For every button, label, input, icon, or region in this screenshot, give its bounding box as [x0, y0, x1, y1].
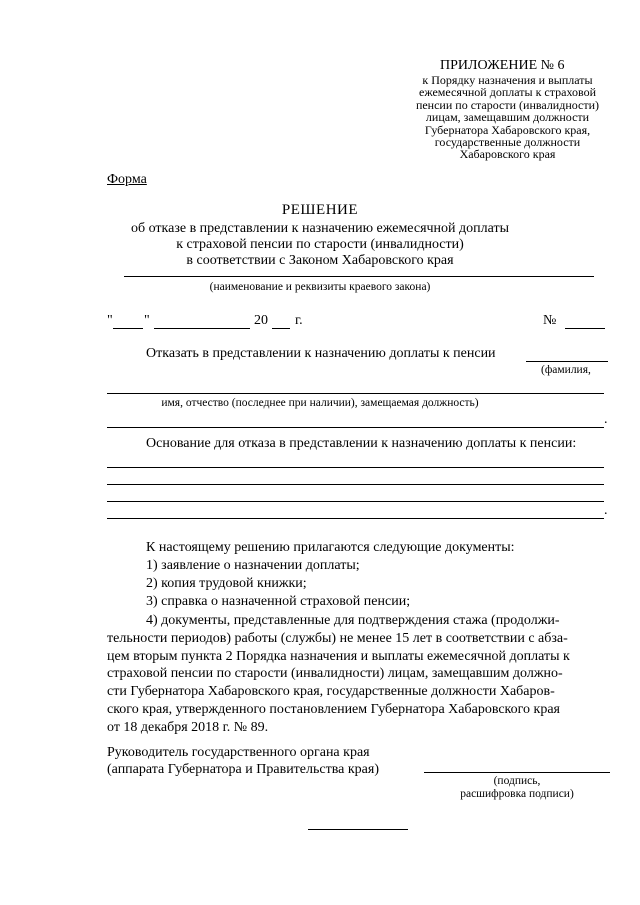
fullname-caption: имя, отчество (последнее при наличии), замещаемая должность) — [161, 397, 479, 409]
attached-item-2: 2) копия трудовой книжки; — [146, 576, 307, 591]
attached-intro: К настоящему решению прилагаются следующие документы: — [146, 540, 515, 555]
number-line[interactable] — [565, 328, 605, 329]
attached-item-1: 1) заявление о назначении доплаты; — [146, 558, 360, 573]
signature-line[interactable] — [424, 772, 610, 773]
signatory — [107, 744, 379, 778]
signatory-line: (аппарата Губернатора и Правительства края) — [107, 762, 379, 777]
item4-line: цем вторым пункта 2 Порядка назначения и выплаты ежемесячной доплаты к — [107, 648, 570, 664]
end-separator — [308, 829, 408, 830]
signature-caption-line: расшифровка подписи) — [460, 788, 574, 800]
basis-text: Основание для отказа в представлении к назначению доплаты к пенсии: — [146, 436, 577, 451]
basis-line-2[interactable] — [107, 484, 604, 485]
date-day-line[interactable] — [113, 328, 143, 329]
date-year-suffix: г. — [295, 313, 303, 328]
item4-line: 4) документы, представленные для подтверждения стажа (продолжи- — [146, 613, 560, 628]
date-month-line[interactable] — [154, 328, 250, 329]
attached-item-3: 3) справка о назначенной страховой пенсии; — [146, 594, 411, 609]
document-subtitle — [0, 221, 640, 269]
signature-caption-line: (подпись, — [493, 775, 541, 787]
signature-caption — [424, 775, 610, 801]
date-year-line[interactable] — [272, 328, 290, 329]
position-period: . — [604, 412, 608, 427]
appendix-title: ПРИЛОЖЕНИЕ № 6 — [440, 58, 565, 73]
attached-item-4 — [107, 612, 607, 737]
subtitle-line: об отказе в представлении к назначению ежемесячной доплаты — [130, 221, 510, 236]
appendix-reference — [400, 74, 615, 161]
item4-line: от 18 декабря 2018 г. № 89. — [107, 719, 269, 735]
subtitle-line: в соответствии с Законом Хабаровского края — [186, 253, 454, 268]
position-line[interactable] — [107, 427, 604, 428]
item4-line: сти Губернатора Хабаровского края, государственные должности Хабаров- — [107, 684, 555, 700]
appendix-line: лицам, замещавшим должности — [425, 110, 590, 125]
date-close-quote: " — [144, 313, 150, 328]
item4-line: тельности периодов) работы (службы) не менее 15 лет в соответствии с абза- — [107, 630, 568, 646]
refuse-text: Отказать в представлении к назначению доплаты к пенсии — [146, 346, 496, 361]
document-title: РЕШЕНИЕ — [281, 202, 359, 218]
appendix-line: пенсии по старости (инвалидности) — [415, 97, 600, 112]
signatory-line: Руководитель государственного органа края — [107, 745, 370, 760]
appendix-line: ежемесячной доплаты к страховой — [419, 85, 596, 100]
item4-line: страховой пенсии по старости (инвалидности) лицам, замещавшим должно- — [107, 666, 563, 682]
fullname-line[interactable] — [107, 393, 604, 394]
number-label: № — [543, 313, 557, 328]
basis-line-4[interactable] — [107, 518, 604, 519]
surname-line[interactable] — [526, 361, 608, 362]
appendix-line: к Порядку назначения и выплаты — [422, 73, 593, 87]
basis-line-3[interactable] — [107, 501, 604, 502]
appendix-line: государственные должности — [434, 135, 581, 150]
surname-caption: (фамилия, — [541, 364, 591, 376]
date-open-quote: " — [107, 313, 113, 328]
basis-line-1[interactable] — [107, 467, 604, 468]
appendix-line: Губернатора Хабаровского края, — [424, 122, 591, 137]
subtitle-line: к страховой пенсии по старости (инвалидности) — [176, 237, 464, 252]
item4-line: ского края, утвержденного постановлением Губернатора Хабаровского края — [107, 701, 560, 717]
date-year-prefix: 20 — [254, 313, 268, 328]
appendix-line: Хабаровского края — [459, 147, 556, 162]
form-label: Форма — [107, 172, 147, 187]
law-caption: (наименование и реквизиты краевого закона) — [209, 281, 431, 293]
law-name-line[interactable] — [124, 276, 594, 277]
basis-period: . — [604, 503, 608, 518]
